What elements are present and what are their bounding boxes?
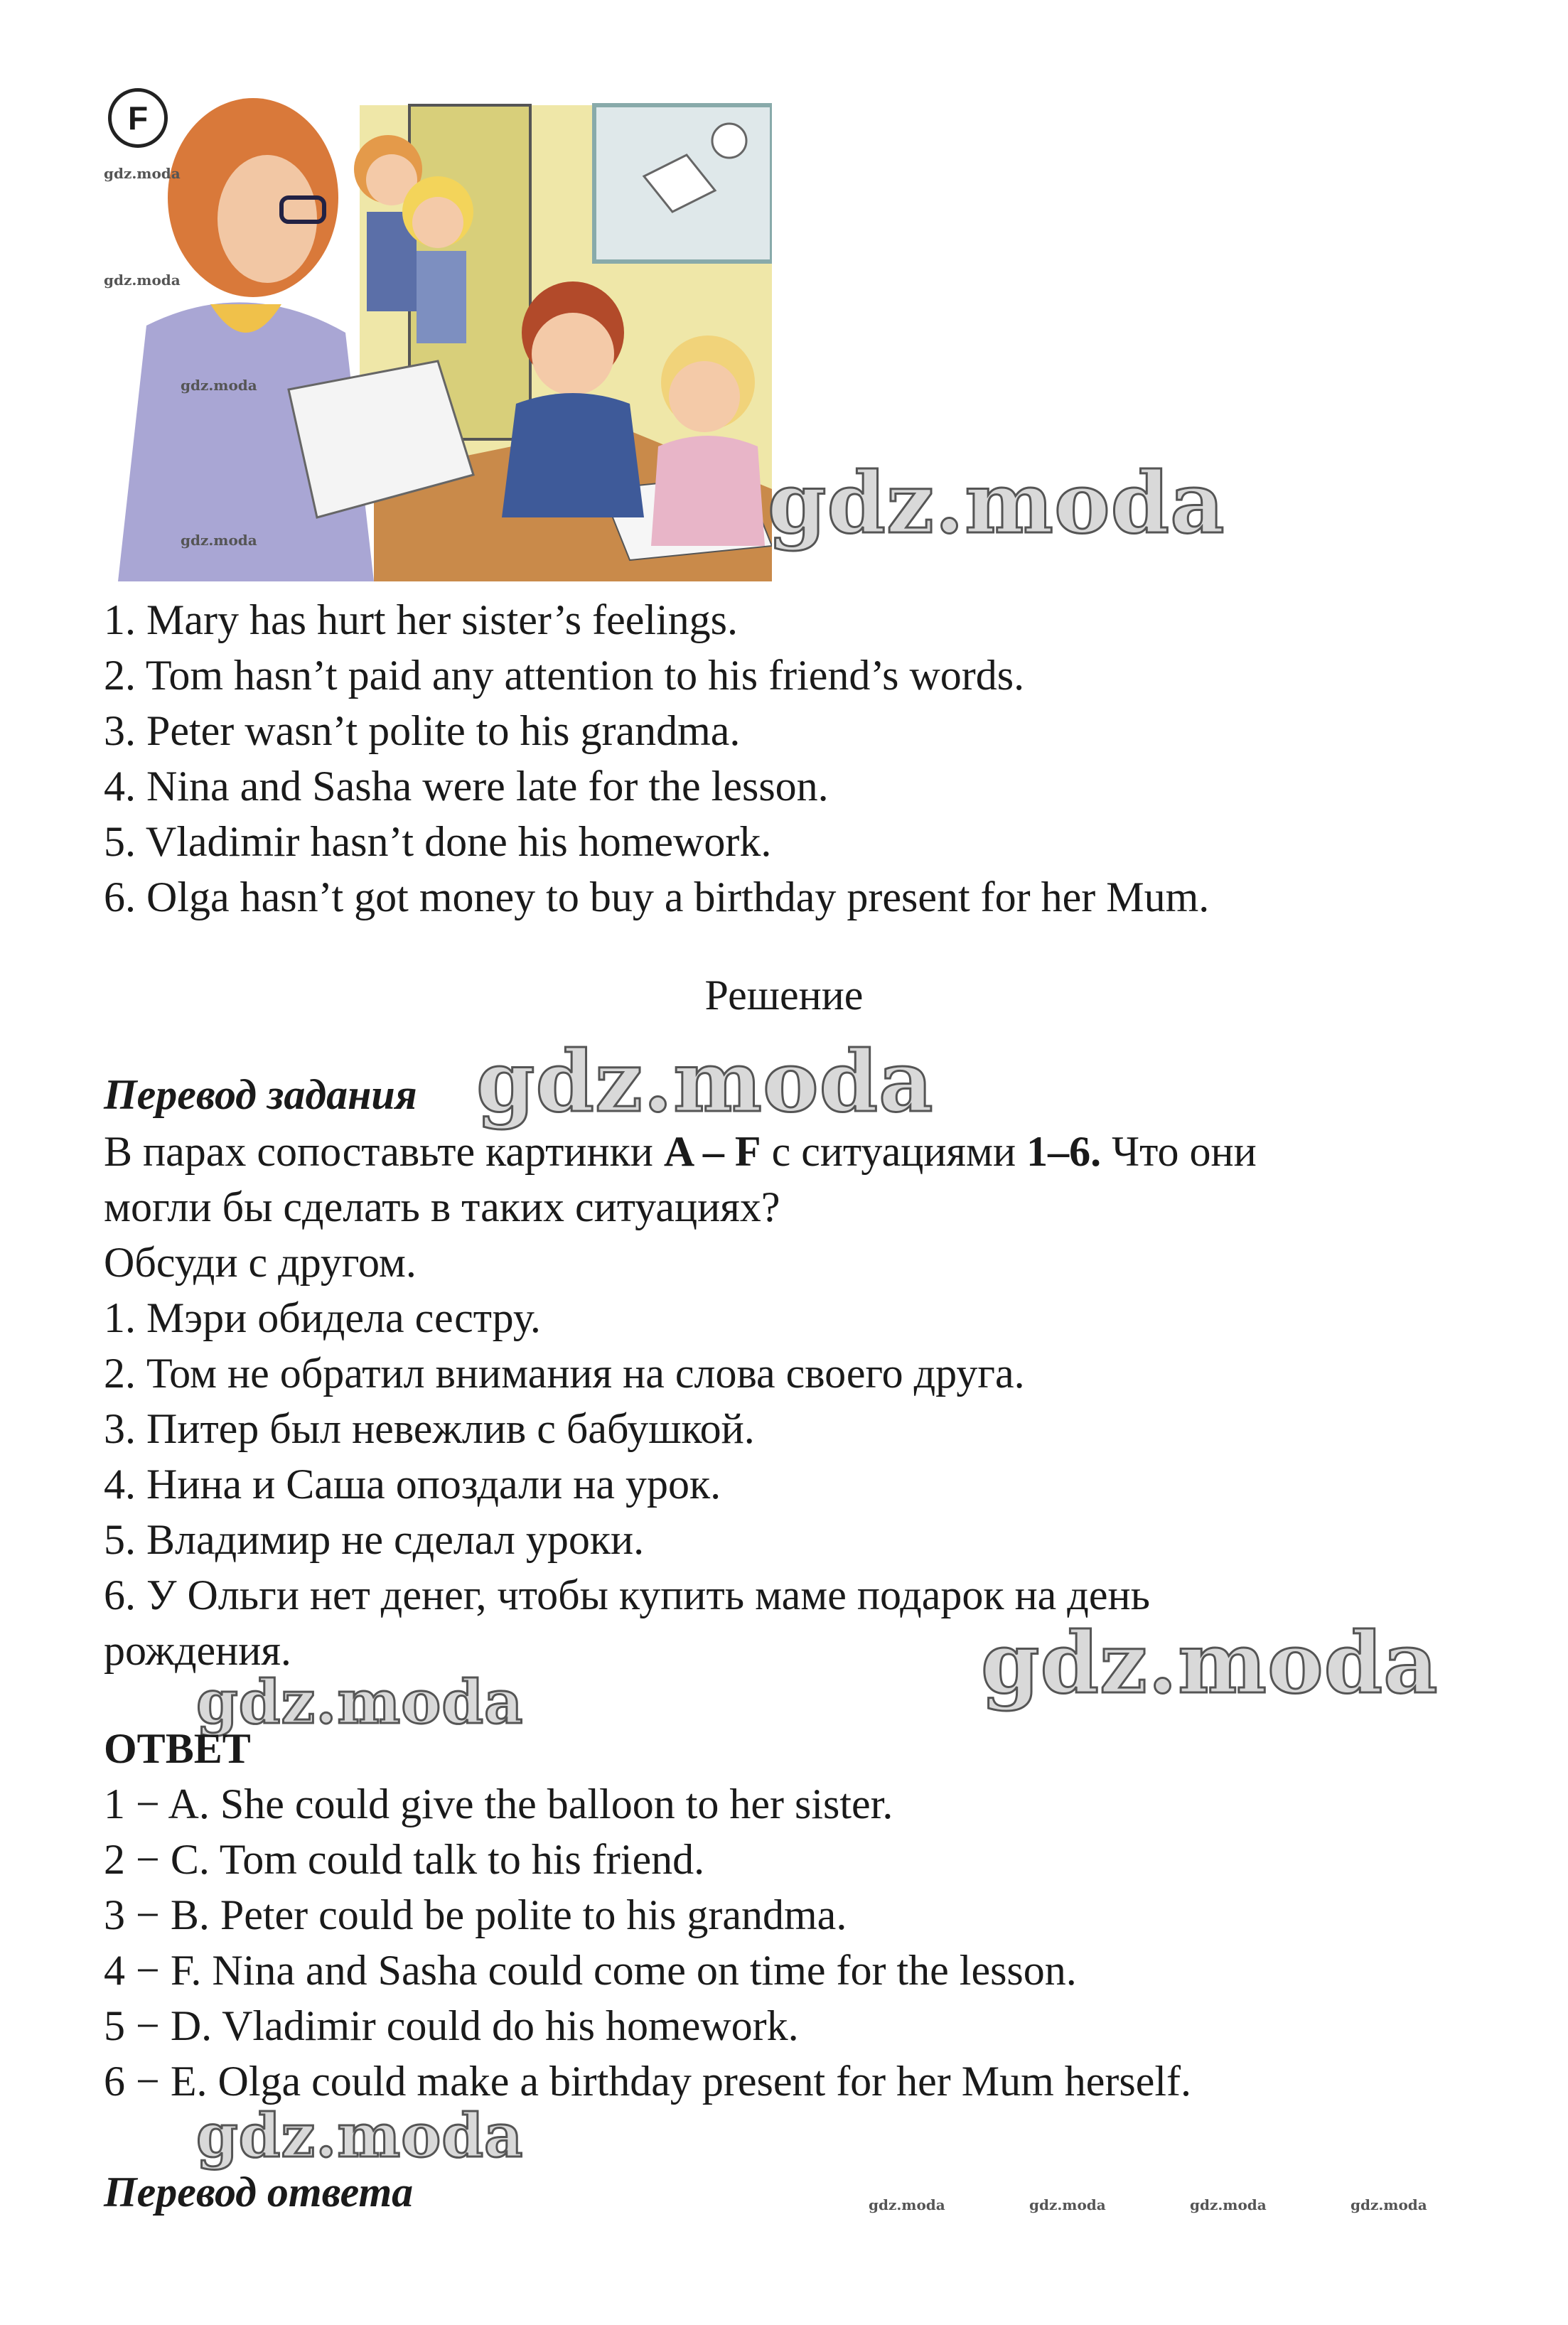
watermark: gdz.moda: [768, 453, 1225, 552]
answer-item: 4 − F. Nina and Sasha could come on time for the lesson.: [104, 1947, 1077, 1994]
classroom-illustration: [104, 91, 772, 581]
answer-translation-heading: Перевод ответа: [104, 2169, 414, 2216]
task-item: 5. Vladimir hasn’t done his homework.: [104, 818, 772, 865]
translation-intro: [104, 1124, 1257, 1178]
watermark: gdz.moda: [981, 1613, 1439, 1712]
translation-item: рождения.: [104, 1627, 291, 1674]
translation-intro-line3: Обсуди с другом.: [104, 1239, 417, 1286]
intro-bold: 1–6.: [1026, 1128, 1102, 1175]
watermark: gdz.moda: [104, 165, 181, 182]
watermark: gdz.moda: [196, 1667, 524, 1737]
task-item: 2. Tom hasn’t paid any attention to his friend’s words.: [104, 652, 1025, 699]
task-item: 3. Peter wasn’t polite to his grandma.: [104, 707, 741, 754]
figure-label-badge: [108, 88, 168, 148]
translation-intro-line2: могли бы сделать в таких ситуациях?: [104, 1183, 780, 1230]
intro-text: В парах сопоставьте картинки: [104, 1128, 664, 1175]
answer-item: 5 − D. Vladimir could do his homework.: [104, 2002, 799, 2049]
watermark: gdz.moda: [181, 532, 257, 549]
answer-item: 2 − C. Tom could talk to his friend.: [104, 1836, 705, 1883]
translation-item: 1. Мэри обидела сестру.: [104, 1294, 541, 1341]
watermark: gdz.moda: [476, 1032, 934, 1131]
watermark: gdz.moda: [196, 2100, 524, 2171]
answer-heading: ОТВЕТ: [104, 1725, 251, 1772]
watermark: gdz.moda: [1190, 2196, 1267, 2213]
intro-text: Что они: [1101, 1128, 1257, 1175]
translation-heading: Перевод задания: [104, 1071, 417, 1118]
watermark: gdz.moda: [1029, 2196, 1106, 2213]
solution-title: Решение: [704, 972, 864, 1019]
answer-item: 3 − B. Peter could be polite to his grandma.: [104, 1891, 847, 1938]
task-item: 6. Olga hasn’t got money to buy a birthday present for her Mum.: [104, 874, 1210, 920]
watermark: gdz.moda: [181, 377, 257, 394]
translation-item: 5. Владимир не сделал уроки.: [104, 1516, 645, 1563]
translation-item: 6. У Ольги нет денег, чтобы купить маме подарок на день: [104, 1572, 1150, 1618]
translation-item: 4. Нина и Саша опоздали на урок.: [104, 1461, 721, 1508]
intro-text: с ситуациями: [761, 1128, 1027, 1175]
task-item: 4. Nina and Sasha were late for the lesson.: [104, 763, 829, 810]
answer-item: 6 − E. Olga could make a birthday present for her Mum herself.: [104, 2058, 1192, 2105]
task-item: 1. Mary has hurt her sister’s feelings.: [104, 596, 739, 643]
intro-bold: A – F: [663, 1128, 761, 1175]
translation-item: 3. Питер был невежлив с бабушкой.: [104, 1405, 755, 1452]
watermark: gdz.moda: [1350, 2196, 1427, 2213]
watermark: gdz.moda: [869, 2196, 945, 2213]
translation-item: 2. Том не обратил внимания на слова своего друга.: [104, 1350, 1025, 1397]
figure-label: F: [127, 100, 149, 136]
answer-item: 1 − A. She could give the balloon to her sister.: [104, 1781, 893, 1827]
watermark: gdz.moda: [104, 272, 181, 289]
